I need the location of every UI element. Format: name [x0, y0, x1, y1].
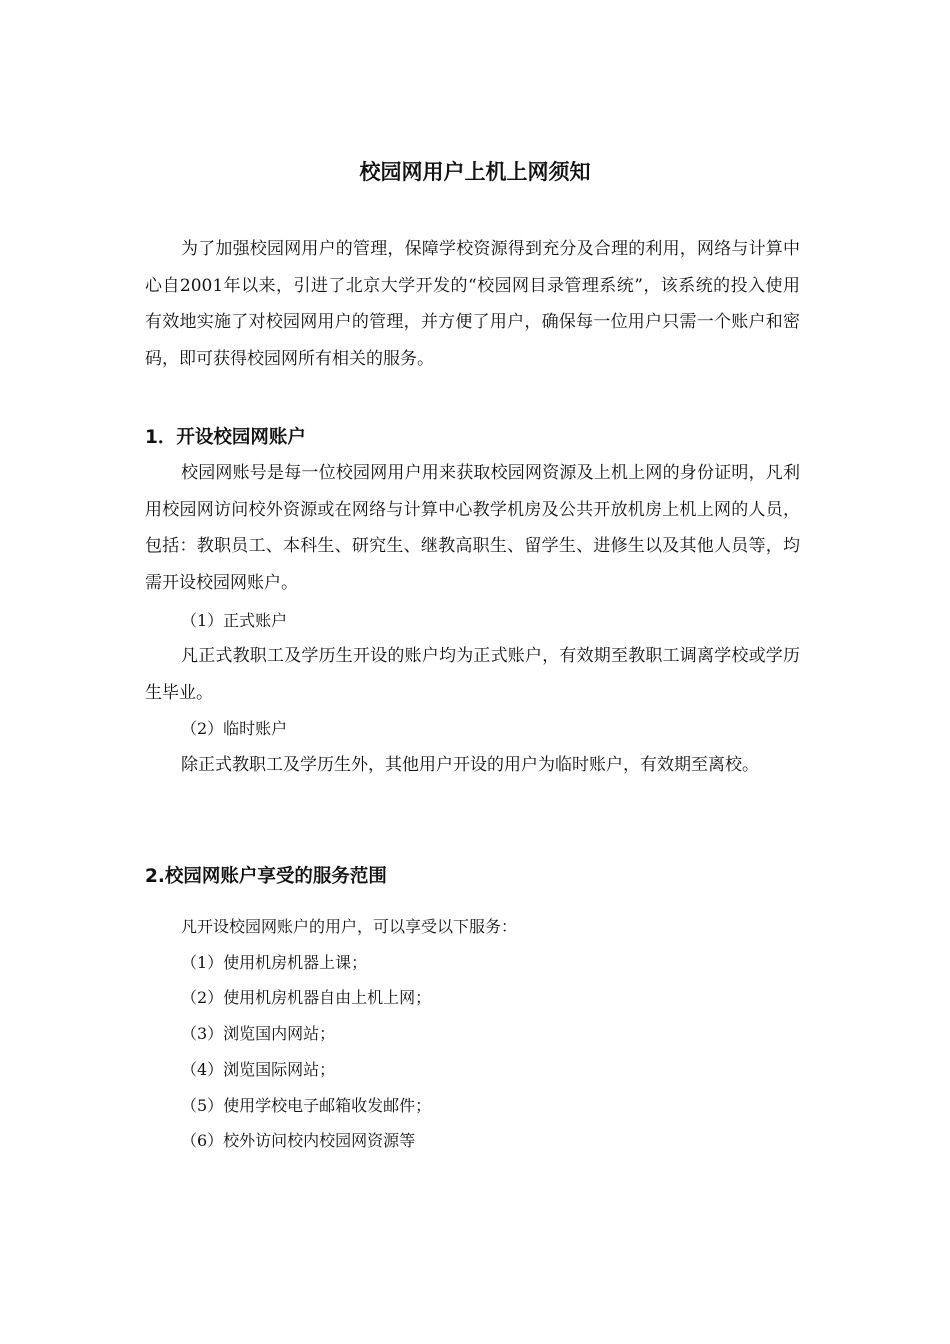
temp-account-paragraph: 除正式教职工及学历生外，其他用户开设的用户为临时账户，有效期至离校。	[181, 755, 759, 775]
section-1-heading: 1．开设校园网账户	[145, 427, 306, 448]
document-title: 校园网用户上机上网须知	[359, 160, 591, 184]
section-2-heading: 2.校园网账户享受的服务范围	[145, 866, 387, 887]
service-list-item: （3）浏览国内网站；	[181, 1024, 336, 1043]
service-list-item: （4）浏览国际网站；	[181, 1060, 336, 1079]
temp-account-label: （2）临时账户	[181, 719, 288, 738]
section-2-intro: 凡开设校园网账户的用户，可以享受以下服务：	[181, 917, 518, 936]
formal-account-paragraph: 凡正式教职工及学历生开设的账户均为正式账户，有效期至教职工调离学校或学历生毕业。	[145, 646, 800, 703]
formal-account-label: （1）正式账户	[181, 611, 288, 630]
service-list-item: （1）使用机房机器上课；	[181, 953, 368, 972]
service-list-item: （5）使用学校电子邮箱收发邮件；	[181, 1096, 432, 1115]
section-1-paragraph: 校园网账号是每一位校园网用户用来获取校园网资源及上机上网的身份证明，凡利用校园网访问校外资源或在网络与计算中心教学机房及公共开放机房上机上网的人员，包括：教职员工、本科生、研究生、继教高职生、留学生、进修生以及其他人员等，均需开设校园网账户。	[145, 463, 800, 593]
intro-paragraph: 为了加强校园网用户的管理，保障学校资源得到充分及合理的利用，网络与计算中心自2001年以来，引进了北京大学开发的“校园网目录管理系统”，该系统的投入使用有效地实施了对校园网用户的管理，并方便了用户，确保每一位用户只需一个账户和密码，即可获得校园网所有相关的服务。	[145, 239, 800, 369]
service-list-item: （6）校外访问校内校园网资源等	[181, 1131, 416, 1150]
service-list-item: （2）使用机房机器自由上机上网；	[181, 988, 432, 1007]
